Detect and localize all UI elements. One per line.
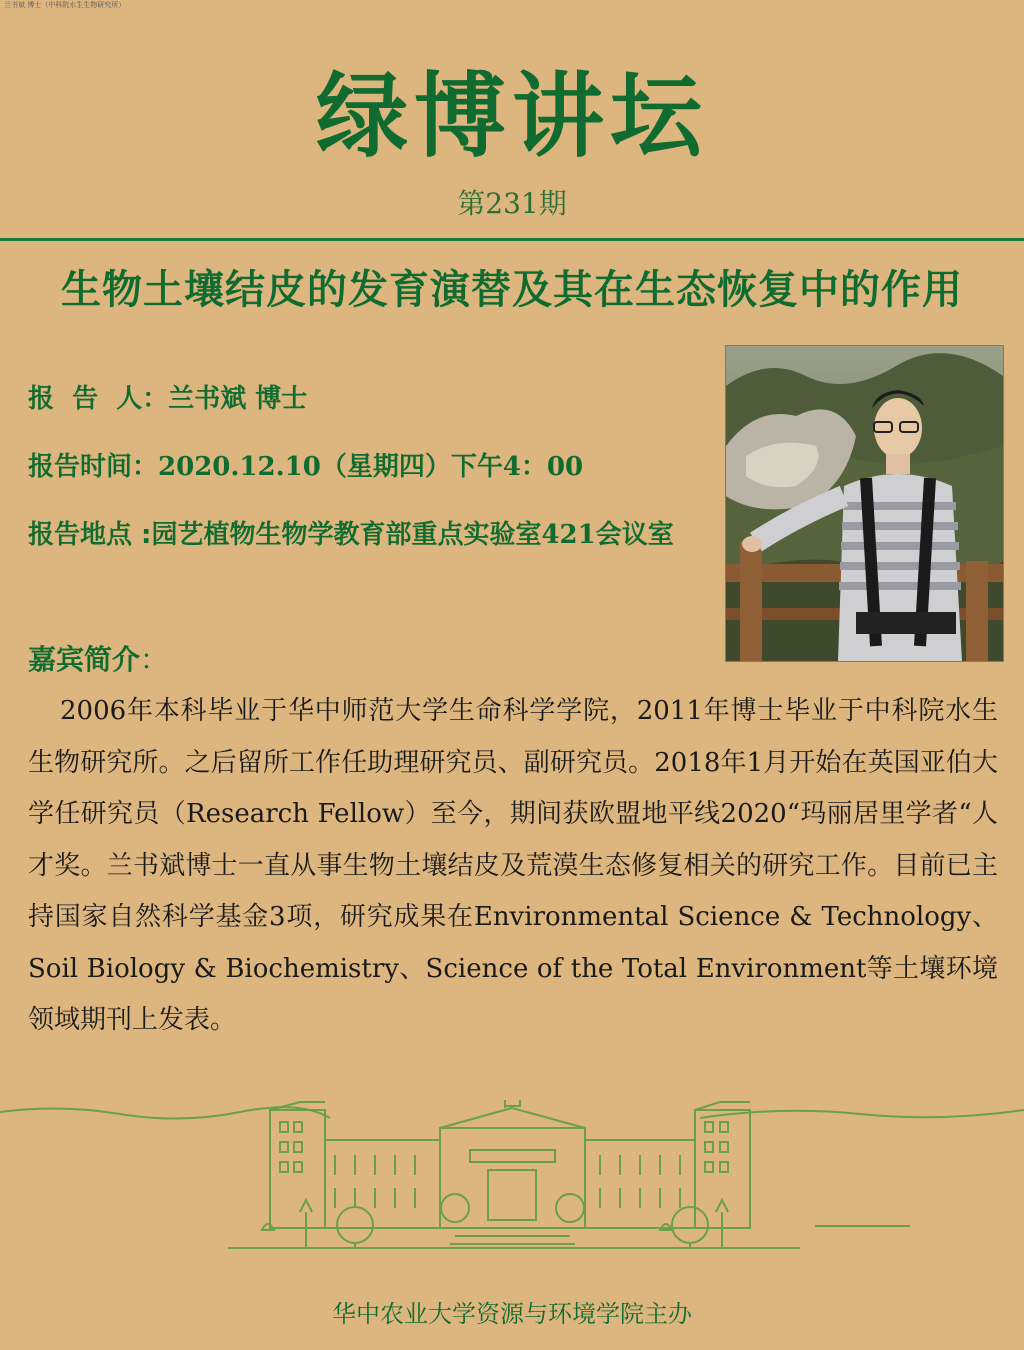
tiny-caption: 兰书斌 博士（中科院水生生物研究所） <box>4 1 126 9</box>
organizer-footer: 华中农业大学资源与环境学院主办 <box>332 1300 692 1328</box>
time-label: 报告时间： <box>28 452 159 482</box>
divider <box>0 238 1024 241</box>
intro-heading <box>28 638 168 678</box>
time-row <box>28 446 583 483</box>
campus-building-illustration <box>0 1100 1024 1260</box>
speaker-bio: 2006年本科毕业于华中师范大学生命科学学院，2011年博士毕业于中科院水生生物研究所。之后留所工作任助理研究员、副研究员。2018年1月开始在英国亚伯大学任研究员（Research Fellow）至今，期间获欧盟地平线2020“玛丽居里学者“人才奖。兰书斌博士一直从事生物土壤结皮及荒漠生态修复相关的研究工作。目前已主持国家自然科学基金3项，研究成果在Environmental Science & Technology、Soil Biology & Biochemistry、Science of the Total Environment等土壤环境领域期刊上发表。 <box>28 696 998 1035</box>
intro-label: 嘉宾简介 <box>28 643 141 676</box>
intro-colon: ： <box>140 643 169 676</box>
issue-number: 第231期 <box>457 187 567 220</box>
speaker-row <box>28 378 307 415</box>
speaker-photo <box>725 345 1004 662</box>
place-label: 报告地点 : <box>28 520 152 550</box>
time-value: 2020.12.10（星期四）下午4：00 <box>158 452 584 482</box>
page-title: 绿博讲坛 <box>315 63 708 170</box>
lecture-topic: 生物土壤结皮的发育演替及其在生态恢复中的作用 <box>61 267 963 313</box>
speaker-label: 报 告 人： <box>28 384 169 414</box>
place-row <box>28 514 674 551</box>
speaker-name: 兰书斌 博士 <box>168 384 308 414</box>
place-value: 园艺植物生物学教育部重点实验室421会议室 <box>151 520 674 550</box>
